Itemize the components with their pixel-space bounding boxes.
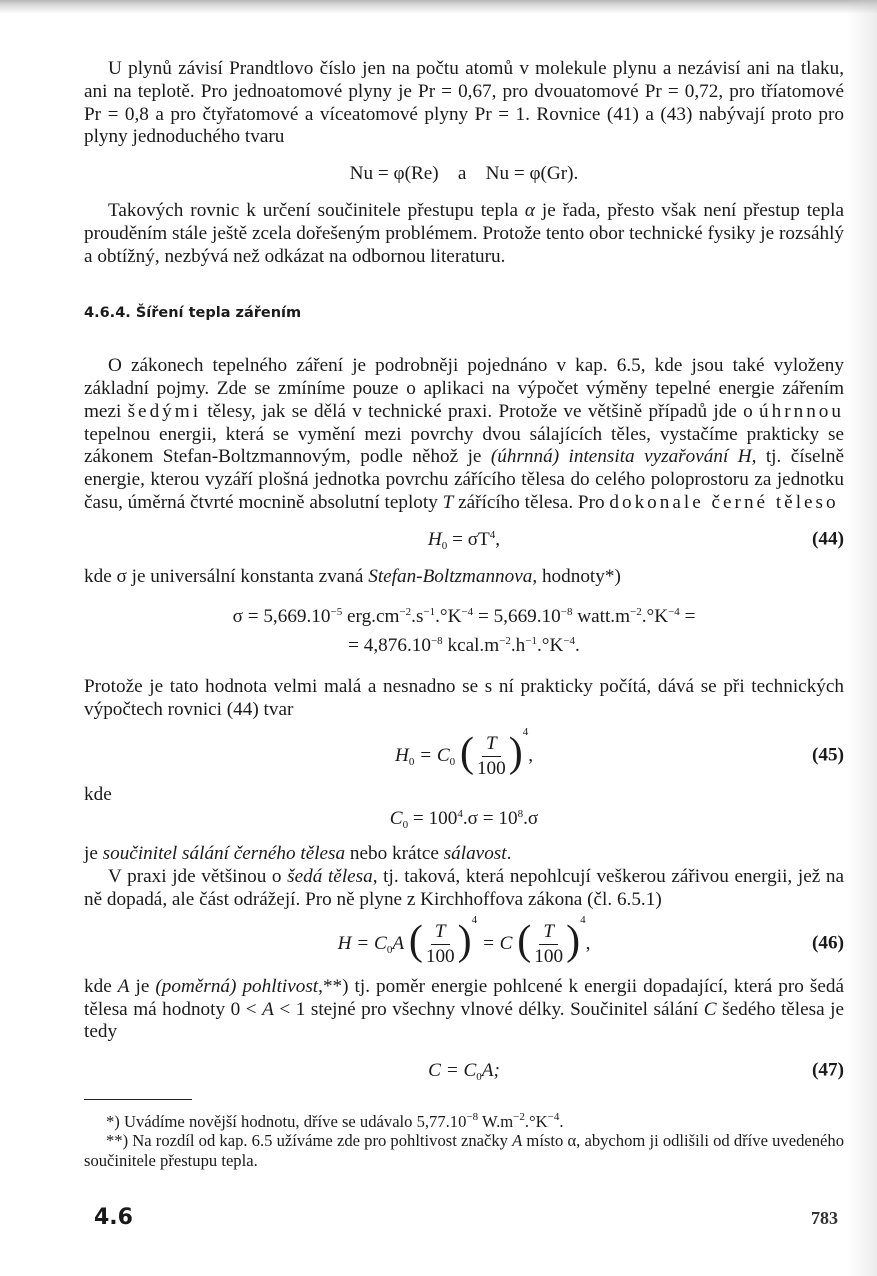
footer-page-number: 783 [811, 1208, 838, 1228]
paragraph-text: tepelnou energii, která se vymění mezi povrchy dvou sálajících těles, vystačíme prakticky se zákonem Stefan-Boltzmannovým, podle něhož je [84, 423, 844, 468]
emphasis-spaced: šedými [127, 400, 202, 422]
footnote-marker: **) [106, 1131, 129, 1151]
footnote-text: místo α, abychom ji odlišili od dříve uvedeného součinitele přestupu tepla. [84, 1131, 844, 1170]
equation-number: (47) [812, 1060, 844, 1082]
paragraph-text: , hodnoty*) [532, 565, 621, 587]
eq-part: H = C [337, 932, 387, 954]
paragraph-radiation [84, 355, 844, 515]
eq-part: = C [477, 932, 513, 954]
paragraph-prandtl [84, 58, 844, 149]
fraction-numerator: T [431, 921, 450, 945]
eq-tail: , [495, 528, 501, 550]
equation-47 [84, 1060, 844, 1083]
paragraph-text: V praxi jde většinou o [108, 866, 288, 888]
eq-subscript: 0 [386, 943, 393, 956]
eq-superscript: −1 [423, 606, 436, 619]
eq-superscript: −4 [461, 606, 474, 619]
eq-superscript: 4 [580, 913, 586, 926]
term-italic: (poměrná) pohltivost [155, 975, 319, 997]
section-heading: 4.6.4. Šíření tepla zářením [84, 305, 302, 322]
eq-part: = 100 [408, 808, 458, 830]
eq-part: A; [481, 1060, 500, 1082]
eq-superscript: −5 [330, 606, 343, 619]
eq-part: .s [411, 606, 424, 628]
footnote-divider [84, 1099, 192, 1100]
eq-superscript: 4 [522, 725, 529, 738]
term-italic: (úhrnná) intensita vyzařování H [490, 446, 752, 468]
eq-part: C = C [428, 1060, 477, 1082]
paragraph-text: , tj. taková, která nepohlcují veškerou zářivou energii, jež na ně dopadá, ale část odrážejí. Pro ně plyne z Kirchhoffova zákona (čl. 6.5.1) [84, 866, 844, 910]
paragraph-text: nebo krátce [345, 843, 444, 865]
eq-tail: , [585, 932, 591, 954]
fraction [426, 921, 455, 968]
eq-superscript: 4 [471, 913, 478, 926]
variable-A: A [262, 998, 274, 1020]
equation-number: (45) [812, 744, 844, 766]
paragraph-grey-bodies [84, 866, 844, 912]
fraction-denominator: 100 [534, 945, 564, 967]
footnote-2 [84, 1131, 844, 1170]
equation-nusselt [84, 163, 844, 186]
variable-A: A [512, 1131, 523, 1151]
eq-symbol: H [394, 744, 409, 766]
fraction [477, 733, 506, 780]
eq-superscript: −8 [466, 1110, 479, 1123]
paragraph-text: Takových rovnic k určení součinitele přestupu tepla [108, 199, 525, 221]
paragraph-convection [84, 200, 844, 268]
eq-superscript: −2 [499, 635, 511, 648]
paragraph-text: je [84, 843, 103, 865]
eq-superscript: −2 [399, 606, 412, 619]
eq-part: = 4,876.10 [348, 635, 431, 657]
eq-symbol: H [427, 528, 442, 550]
equation-44 [84, 529, 844, 552]
term-italic: šedá tělesa [287, 866, 373, 888]
paragraph-text: . [506, 843, 512, 865]
fraction-numerator: T [539, 921, 558, 945]
paragraph-text: kde [84, 783, 112, 805]
eq-tail: , [528, 744, 534, 766]
paragraph-text: šedého tělesa je tedy [84, 998, 845, 1043]
paragraph-text: je [129, 975, 156, 997]
footnote-text: .°K [524, 1111, 548, 1131]
equation-connector: a [457, 163, 467, 185]
page-footer [94, 1205, 838, 1230]
variable-C: C [703, 998, 717, 1020]
footnote-marker: *) [106, 1111, 120, 1131]
footer-section-number: 4.6 [94, 1205, 133, 1230]
fraction [534, 921, 563, 968]
paragraph-text: tělesy, jak se dělá v technické praxi. Protože ve většině případů jde o [201, 400, 760, 422]
scan-shadow-top [0, 0, 877, 14]
eq-part: .°K [435, 606, 462, 628]
paragraph-stefan-constant [84, 566, 844, 589]
symbol-alpha: α [524, 199, 535, 221]
term-italic: sálavost [443, 843, 507, 865]
page-body [84, 58, 844, 1170]
paragraph-text: U plynů závisí Prandtlovo číslo jen na počtu atomů v molekule plynu a nezávisí ani na tlaku, ani na teplotě. Pro jednoatomové plyny je Pr = 0,67, pro dvouatomové Pr = 0,72, pro tříatomové Pr = 0,8 a pro čtyřatomové a víceatomové plyny Pr = 1. Rovnice (41) a (43) nabývají proto pro plyny jednoduchého tvaru [84, 58, 844, 148]
eq-superscript: −2 [513, 1110, 525, 1123]
eq-part: = [679, 606, 696, 628]
term-italic: Stefan-Boltzmannova [368, 565, 533, 587]
eq-part: erg.cm [342, 606, 400, 628]
eq-part: kcal.m [442, 635, 500, 657]
paragraph-text: kde [84, 975, 118, 997]
eq-part: σ = 5,669.10 [232, 606, 331, 628]
eq-part: watt.m [572, 606, 631, 628]
left-paren: ( [408, 918, 423, 965]
eq-superscript: 4 [457, 808, 463, 821]
paragraph-absorptivity [84, 976, 844, 1044]
fraction-denominator: 100 [425, 945, 455, 967]
eq-superscript: −8 [560, 606, 573, 619]
equation-46 [84, 913, 844, 968]
equation-sigma-line-1 [84, 606, 844, 629]
eq-superscript: −8 [430, 635, 443, 648]
eq-symbol: A [392, 932, 405, 954]
footnote-1 [84, 1112, 844, 1132]
paragraph-text: ,**) tj. poměr energie pohlcené k energii dopadající, která pro šedá tělesa má hodnoty 0 < [84, 975, 844, 1020]
fraction-numerator: T [482, 733, 501, 757]
label-kde [84, 784, 844, 807]
eq-superscript: 4 [489, 528, 496, 541]
eq-subscript: 0 [402, 819, 409, 832]
eq-rhs: = σT [447, 528, 490, 550]
equation-c0 [84, 808, 844, 831]
eq-subscript: 0 [408, 755, 415, 768]
variable-A: A [117, 975, 130, 997]
eq-part: . [575, 635, 580, 657]
footnote-text: Uvádíme novější hodnotu, dříve se udávalo 5,77.10 [119, 1111, 467, 1131]
eq-part: = 5,669.10 [473, 606, 561, 628]
paragraph-text: , tj. číselně energie, kterou vyzáří plošná jednotka povrchu zářícího tělesa do celého poloprostoru za jednotku času, úměrná čtvrté mocnině absolutní teploty [84, 446, 844, 513]
equation-right: Nu = φ(Gr). [485, 163, 579, 185]
paragraph-text: zářícího tělesa. Pro [453, 491, 610, 513]
term-italic: součinitel sálání černého tělesa [102, 843, 346, 865]
paragraph-practical-form [84, 676, 844, 722]
equation-number: (46) [812, 932, 844, 954]
left-paren: ( [517, 918, 532, 965]
paragraph-text: O zákonech tepelného záření je podrobněji pojednáno v kap. 6.5, kde jsou také vyloženy základní pojmy. Zde se zmíníme pouze o aplikaci na výpočet výměny tepelné energie zářením mezi [84, 355, 844, 422]
eq-part: .h [510, 635, 526, 657]
eq-part: .σ = 10 [462, 808, 518, 830]
eq-part: = C [414, 744, 450, 766]
eq-superscript: −4 [547, 1110, 560, 1123]
variable-T: T [442, 491, 454, 513]
paragraph-black-body-coefficient [84, 843, 844, 866]
eq-superscript: −4 [563, 635, 576, 648]
eq-subscript: 0 [449, 755, 456, 768]
fraction-denominator: 100 [476, 757, 506, 779]
equation-left: Nu = φ(Re) [349, 163, 439, 185]
eq-superscript: 8 [517, 808, 524, 821]
eq-superscript: −2 [630, 606, 642, 619]
paragraph-text: Protože je tato hodnota velmi malá a nesnadno se s ní prakticky počítá, dává se při technických výpočtech rovnici (44) tvar [84, 675, 844, 720]
scan-shadow-right [847, 0, 877, 1276]
footnote-text: W.m [478, 1111, 514, 1131]
equation-45 [84, 725, 844, 780]
eq-part: .°K [641, 606, 669, 628]
paragraph-text: je řada, přesto však není přestup tepla prouděním stále ještě zcela dořešeným problémem. Protože tento obor technické fysiky je rozsáhlý a obtížný, nezbývá než odkázat na odbornou literaturu. [84, 199, 844, 267]
paragraph-text: kde σ je universální konstanta zvaná [84, 565, 369, 587]
emphasis-spaced: úhrnnou [759, 400, 844, 422]
eq-symbol: C [389, 808, 403, 830]
eq-superscript: −4 [668, 606, 680, 619]
eq-part: .°K [536, 635, 564, 657]
paragraph-text: < 1 stejné pro všechny vlnové délky. Součinitel sálání [273, 998, 704, 1020]
footnote-text: . [559, 1111, 564, 1131]
eq-subscript: 0 [441, 539, 448, 552]
right-paren: ) [508, 730, 523, 777]
footnote-text: Na rozdíl od kap. 6.5 užíváme zde pro pohltivost značky [128, 1131, 513, 1151]
right-paren: ) [566, 918, 581, 965]
emphasis-spaced: dokonale černé těleso [609, 491, 839, 513]
eq-part: .σ [523, 808, 539, 830]
equation-sigma-line-2 [84, 635, 844, 658]
right-paren: ) [457, 918, 472, 965]
eq-subscript: 0 [476, 1071, 482, 1084]
equation-number: (44) [812, 528, 844, 550]
left-paren: ( [459, 730, 474, 777]
eq-superscript: −1 [525, 635, 537, 648]
